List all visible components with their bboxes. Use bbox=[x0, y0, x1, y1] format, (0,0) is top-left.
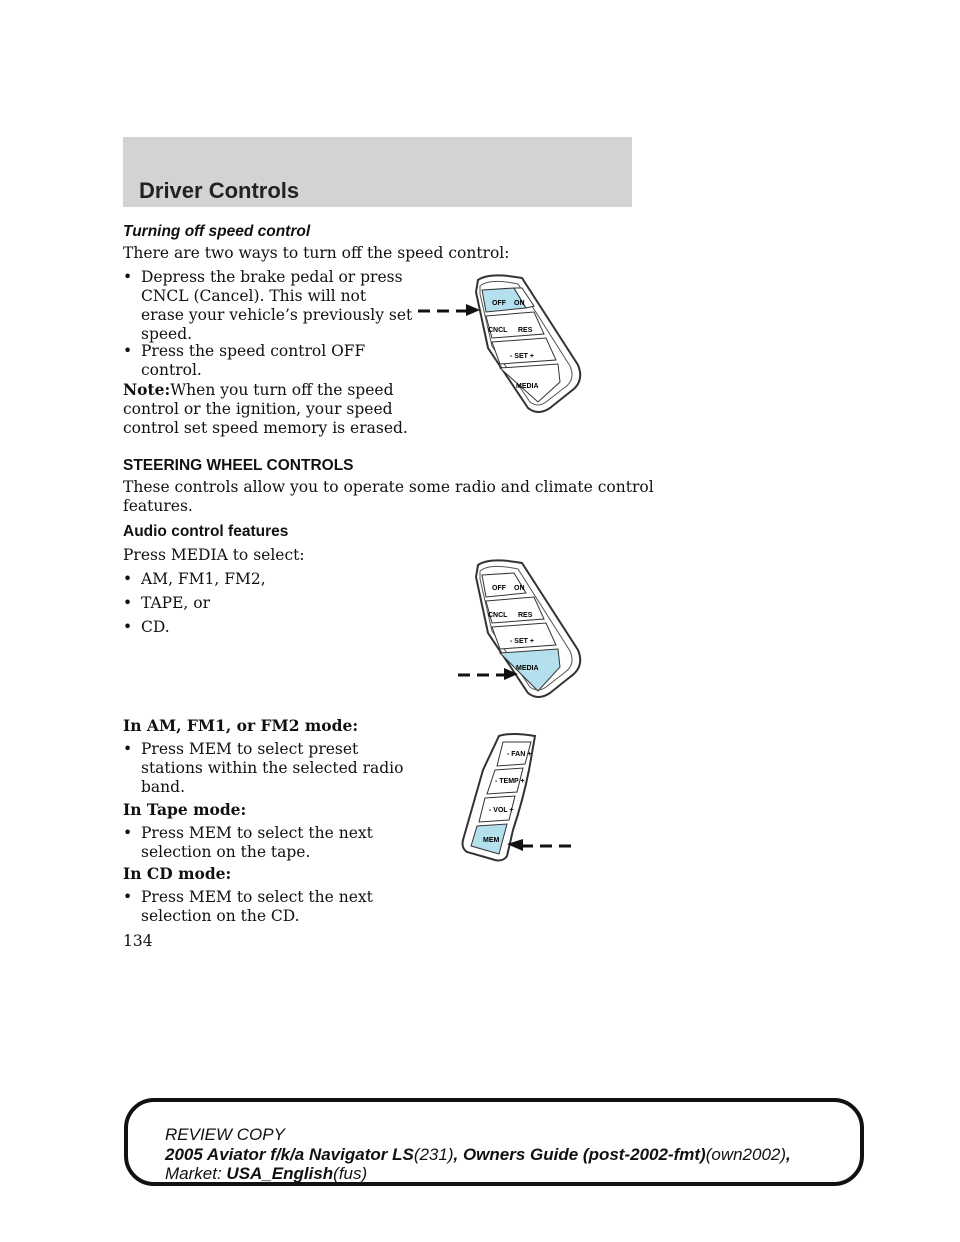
temp-label: - TEMP + bbox=[495, 778, 525, 785]
section-heading-speed-off: Turning off speed control bbox=[123, 223, 311, 240]
svg-text:ON: ON bbox=[514, 585, 525, 592]
footer-model-line: 2005 Aviator f/k/a Navigator LS(231), Owners Guide (post-2002-fmt)(own2002), bbox=[165, 1145, 791, 1164]
on-label: ON bbox=[514, 300, 525, 307]
svg-text:OFF: OFF bbox=[492, 585, 506, 592]
set-label: - SET + bbox=[510, 353, 534, 360]
speed-control-diagram-media bbox=[450, 555, 590, 705]
page-title: Driver Controls bbox=[139, 178, 300, 203]
svg-text:- SET +: - SET + bbox=[510, 638, 534, 645]
vol-label: - VOL + bbox=[489, 807, 514, 814]
arrow-right-icon bbox=[418, 304, 480, 316]
off-label: OFF bbox=[492, 300, 506, 307]
press-media-text: Press MEDIA to select: bbox=[123, 546, 305, 564]
note-label: Note: bbox=[123, 380, 171, 399]
svg-text:RES: RES bbox=[518, 612, 533, 619]
climate-audio-diagram-mem bbox=[455, 730, 580, 865]
mode-heading-am: In AM, FM1, or FM2 mode: bbox=[123, 716, 359, 735]
cncl-label: CNCL bbox=[488, 327, 508, 334]
review-copy-label: REVIEW COPY bbox=[165, 1125, 285, 1144]
arrow-right-icon bbox=[458, 668, 518, 680]
intro-text: There are two ways to turn off the speed control: bbox=[123, 244, 510, 262]
page-number: 134 bbox=[123, 932, 153, 950]
mem-label: MEM bbox=[483, 837, 500, 844]
mode-heading-tape: In Tape mode: bbox=[123, 800, 247, 819]
svg-text:CNCL: CNCL bbox=[488, 612, 508, 619]
svg-text:MEDIA: MEDIA bbox=[516, 665, 539, 672]
media-label: MEDIA bbox=[516, 383, 539, 390]
note-block: Note:When you turn off the speed control or the ignition, your speed control set speed memory is erased. bbox=[123, 380, 408, 437]
res-label: RES bbox=[518, 327, 533, 334]
fan-label: - FAN + bbox=[507, 751, 532, 758]
arrow-left-icon bbox=[507, 839, 575, 851]
speed-control-diagram-off bbox=[410, 270, 590, 420]
intro-text: These controls allow you to operate some radio and climate control features. bbox=[123, 478, 654, 515]
section-heading-steering: STEERING WHEEL CONTROLS bbox=[123, 457, 354, 474]
subheading-audio: Audio control features bbox=[123, 523, 289, 540]
mode-heading-cd: In CD mode: bbox=[123, 864, 232, 883]
footer-market-line: Market: USA_English(fus) bbox=[165, 1164, 368, 1183]
